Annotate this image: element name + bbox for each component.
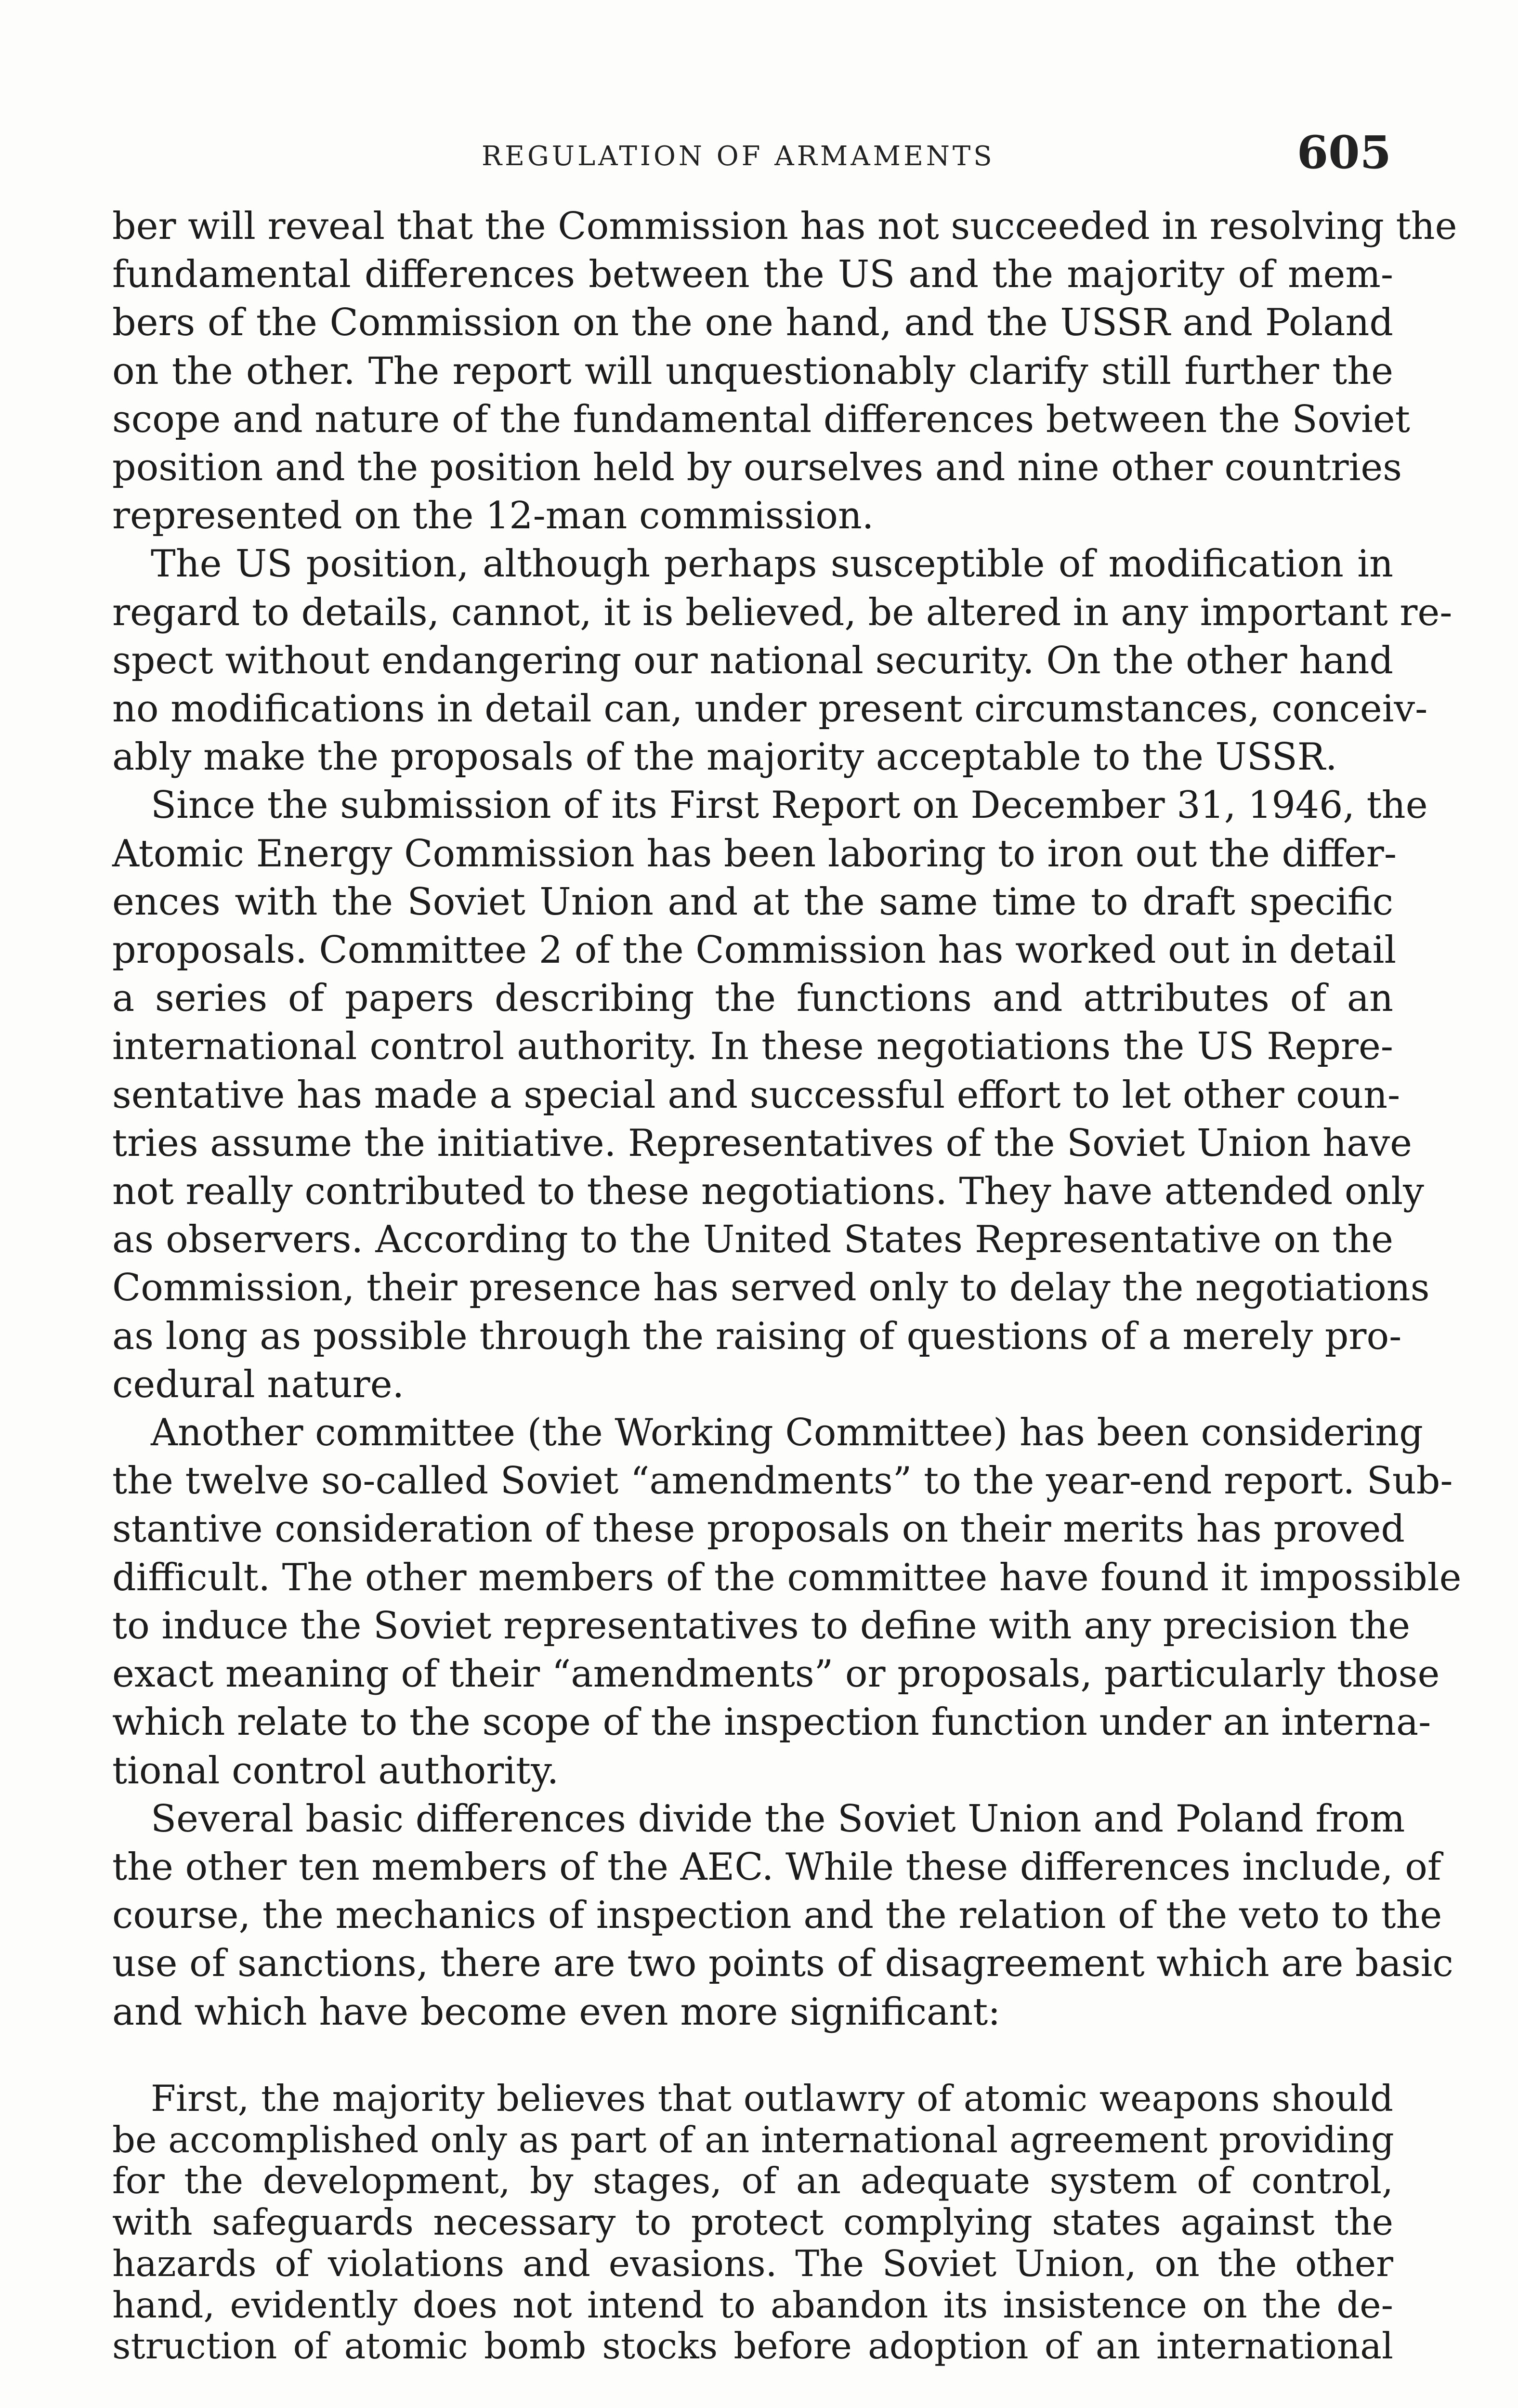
text-line: spect without endangering our national security. On the other hand bbox=[112, 639, 1393, 682]
text-line: stantive consideration of these proposals on their merits has proved bbox=[112, 1507, 1405, 1551]
text-line: international control authority. In these negotiations the US Repre- bbox=[112, 1025, 1393, 1069]
text-line: represented on the 12-man commission. bbox=[112, 494, 874, 538]
paragraph-3 bbox=[112, 781, 1430, 1409]
text-line: course, the mechanics of inspection and the relation of the veto to the bbox=[112, 1894, 1442, 1937]
text-line: exact meaning of their “amendments” or proposals, particularly those bbox=[112, 1652, 1440, 1696]
text-line: The US position, although perhaps susceptible of modification in bbox=[151, 542, 1393, 586]
text-line: cedural nature. bbox=[112, 1362, 405, 1406]
text-line: and which have become even more significant: bbox=[112, 1990, 1001, 2034]
text-line: to induce the Soviet representatives to define with any precision the bbox=[112, 1604, 1411, 1648]
text-line: Commission, their presence has served only to delay the negotiations bbox=[112, 1266, 1430, 1310]
paragraph-5 bbox=[112, 1795, 1453, 2036]
text-line: not really contributed to these negotiations. They have attended only bbox=[112, 1170, 1424, 1214]
text-line: tional control authority. bbox=[112, 1749, 559, 1793]
text-line: the other ten members of the AEC. While these differences include, of bbox=[112, 1845, 1441, 1889]
text-line: Another committee (the Working Committee) has been considering bbox=[151, 1411, 1423, 1455]
text-line: on the other. The report will unquestionably clarify still further the bbox=[112, 349, 1393, 393]
text-line: Atomic Energy Commission has been laboring to iron out the differ- bbox=[112, 832, 1397, 876]
text-line: ences with the Soviet Union and at the same time to draft specific bbox=[112, 880, 1393, 924]
text-line: for the development, by stages, of an adequate system of control, bbox=[112, 2159, 1393, 2202]
text-line: struction of atomic bomb stocks before adoption of an international bbox=[112, 2325, 1393, 2368]
text-line: a series of papers describing the functions and attributes of an bbox=[112, 977, 1393, 1021]
block-quote bbox=[112, 2078, 1393, 2367]
text-line: hand, evidently does not intend to abandon its insistence on the de- bbox=[112, 2283, 1393, 2326]
text-line: with safeguards necessary to protect complying states against the bbox=[112, 2201, 1393, 2244]
text-line: difficult. The other members of the committee have found it impossible bbox=[112, 1556, 1462, 1599]
paragraph-2 bbox=[112, 540, 1453, 781]
text-line: the twelve so-called Soviet “amendments” to the year-end report. Sub- bbox=[112, 1459, 1453, 1503]
text-line: hazards of violations and evasions. The Soviet Union, on the other bbox=[112, 2242, 1393, 2285]
page-number: 605 bbox=[1296, 126, 1391, 179]
paragraph-4 bbox=[112, 1409, 1462, 1795]
running-title: REGULATION OF ARMAMENTS bbox=[482, 141, 995, 172]
text-line: ber will reveal that the Commission has not succeeded in resolving the bbox=[112, 205, 1457, 248]
text-line: fundamental differences between the US and the majority of mem- bbox=[112, 253, 1393, 297]
text-line: sentative has made a special and successful effort to let other coun- bbox=[112, 1073, 1400, 1117]
paragraph-1 bbox=[112, 202, 1457, 540]
running-header bbox=[0, 126, 1518, 179]
text-line: bers of the Commission on the one hand, and the USSR and Poland bbox=[112, 301, 1393, 345]
quote-paragraph bbox=[112, 2078, 1393, 2367]
text-line: tries assume the initiative. Representatives of the Soviet Union have bbox=[112, 1121, 1413, 1165]
text-line: First, the majority believes that outlawry of atomic weapons should bbox=[151, 2077, 1393, 2120]
text-line: regard to details, cannot, it is believed, be altered in any important re- bbox=[112, 590, 1453, 634]
text-line: which relate to the scope of the inspection function under an interna- bbox=[112, 1701, 1431, 1744]
text-line: use of sanctions, there are two points of disagreement which are basic bbox=[112, 1942, 1453, 1986]
text-line: Since the submission of its First Report on December 31, 1946, the bbox=[151, 784, 1428, 827]
text-line: no modifications in detail can, under present circumstances, conceiv- bbox=[112, 687, 1428, 731]
text-line: as long as possible through the raising of questions of a merely pro- bbox=[112, 1314, 1402, 1358]
text-line: Several basic differences divide the Soviet Union and Poland from bbox=[151, 1797, 1405, 1841]
text-line: scope and nature of the fundamental differences between the Soviet bbox=[112, 397, 1410, 441]
text-line: position and the position held by ourselves and nine other countries bbox=[112, 446, 1402, 490]
text-line: proposals. Committee 2 of the Commission has worked out in detail bbox=[112, 929, 1397, 972]
text-line: be accomplished only as part of an international agreement providing bbox=[112, 2118, 1394, 2161]
body-text bbox=[112, 202, 1462, 2036]
text-line: as observers. According to the United States Representative on the bbox=[112, 1218, 1393, 1262]
text-line: ably make the proposals of the majority acceptable to the USSR. bbox=[112, 735, 1337, 779]
